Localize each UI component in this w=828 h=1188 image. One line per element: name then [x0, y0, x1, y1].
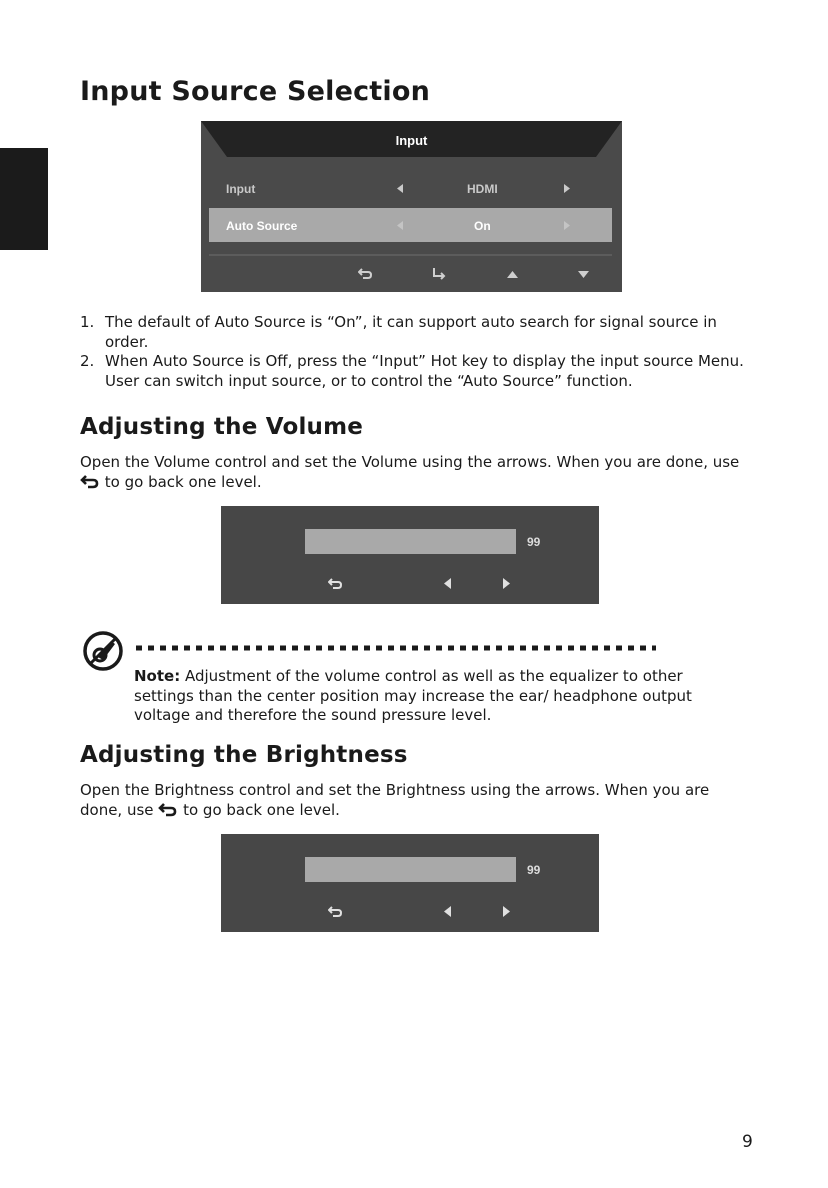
- volume-value: 99: [527, 535, 541, 549]
- osd-row-value-auto-source: On: [474, 219, 491, 233]
- right-arrow-icon: [564, 221, 570, 230]
- list-text: The default of Auto Source is “On”, it can support auto search for signal source in order.: [105, 313, 717, 351]
- right-arrow-icon: [564, 184, 570, 193]
- enter-icon: [432, 268, 446, 280]
- list-item: [80, 313, 760, 352]
- list-item: [80, 352, 760, 391]
- left-arrow-icon: [444, 906, 451, 917]
- left-arrow-icon: [397, 221, 403, 230]
- volume-level-bar: [305, 529, 516, 554]
- section-title-brightness: Adjusting the Brightness: [80, 742, 408, 768]
- page-number: 9: [742, 1132, 753, 1152]
- section-title-input-source: Input Source Selection: [80, 76, 431, 107]
- note-body: Adjustment of the volume control as well as the equalizer to other settings than the center position may increase the ear/ headphone output voltage and therefore the sound pressure level.: [134, 667, 692, 724]
- note-label: Note:: [134, 667, 181, 685]
- back-icon: [358, 268, 372, 280]
- input-osd-panel: [201, 121, 622, 292]
- osd-separator: [209, 254, 612, 256]
- volume-text-after: to go back one level.: [104, 472, 262, 491]
- back-icon: [328, 578, 342, 590]
- list-text: When Auto Source is Off, press the “Input” Hot key to display the input source Menu. User can switch input source, or to control the “Auto Source” function.: [105, 352, 744, 390]
- right-arrow-icon: [503, 906, 510, 917]
- back-icon: [80, 474, 100, 489]
- brightness-instructions: [80, 781, 710, 820]
- brightness-value: 99: [527, 863, 541, 877]
- brightness-level-bar: [305, 857, 516, 882]
- list-number: 2.: [80, 352, 95, 370]
- volume-text-before: Open the Volume control and set the Volume using the arrows. When you are done, use: [80, 453, 740, 471]
- section-title-volume: Adjusting the Volume: [80, 414, 364, 440]
- left-arrow-icon: [444, 578, 451, 589]
- volume-instructions: [80, 453, 760, 492]
- osd-row-label-auto-source: Auto Source: [226, 219, 298, 233]
- volume-osd-panel: [221, 506, 599, 604]
- down-arrow-icon: [578, 271, 589, 278]
- note-text: [134, 667, 694, 726]
- right-arrow-icon: [503, 578, 510, 589]
- up-arrow-icon: [507, 271, 518, 278]
- back-icon: [158, 802, 178, 817]
- left-arrow-icon: [397, 184, 403, 193]
- note-dotted-rule: [136, 645, 656, 651]
- note-icon: [82, 630, 124, 672]
- osd-row-value-input: HDMI: [467, 182, 498, 196]
- chapter-tab: [0, 148, 48, 250]
- back-icon: [328, 906, 342, 918]
- input-notes-list: [80, 313, 760, 391]
- osd-title: Input: [395, 133, 428, 148]
- brightness-text-after: to go back one level.: [183, 800, 340, 819]
- brightness-osd-panel: [221, 834, 599, 932]
- osd-row-label-input: Input: [226, 182, 256, 196]
- brightness-text-before: Open the Brightness control and set the Brightness using the arrows. When you are done, use: [80, 781, 710, 819]
- list-number: 1.: [80, 313, 95, 331]
